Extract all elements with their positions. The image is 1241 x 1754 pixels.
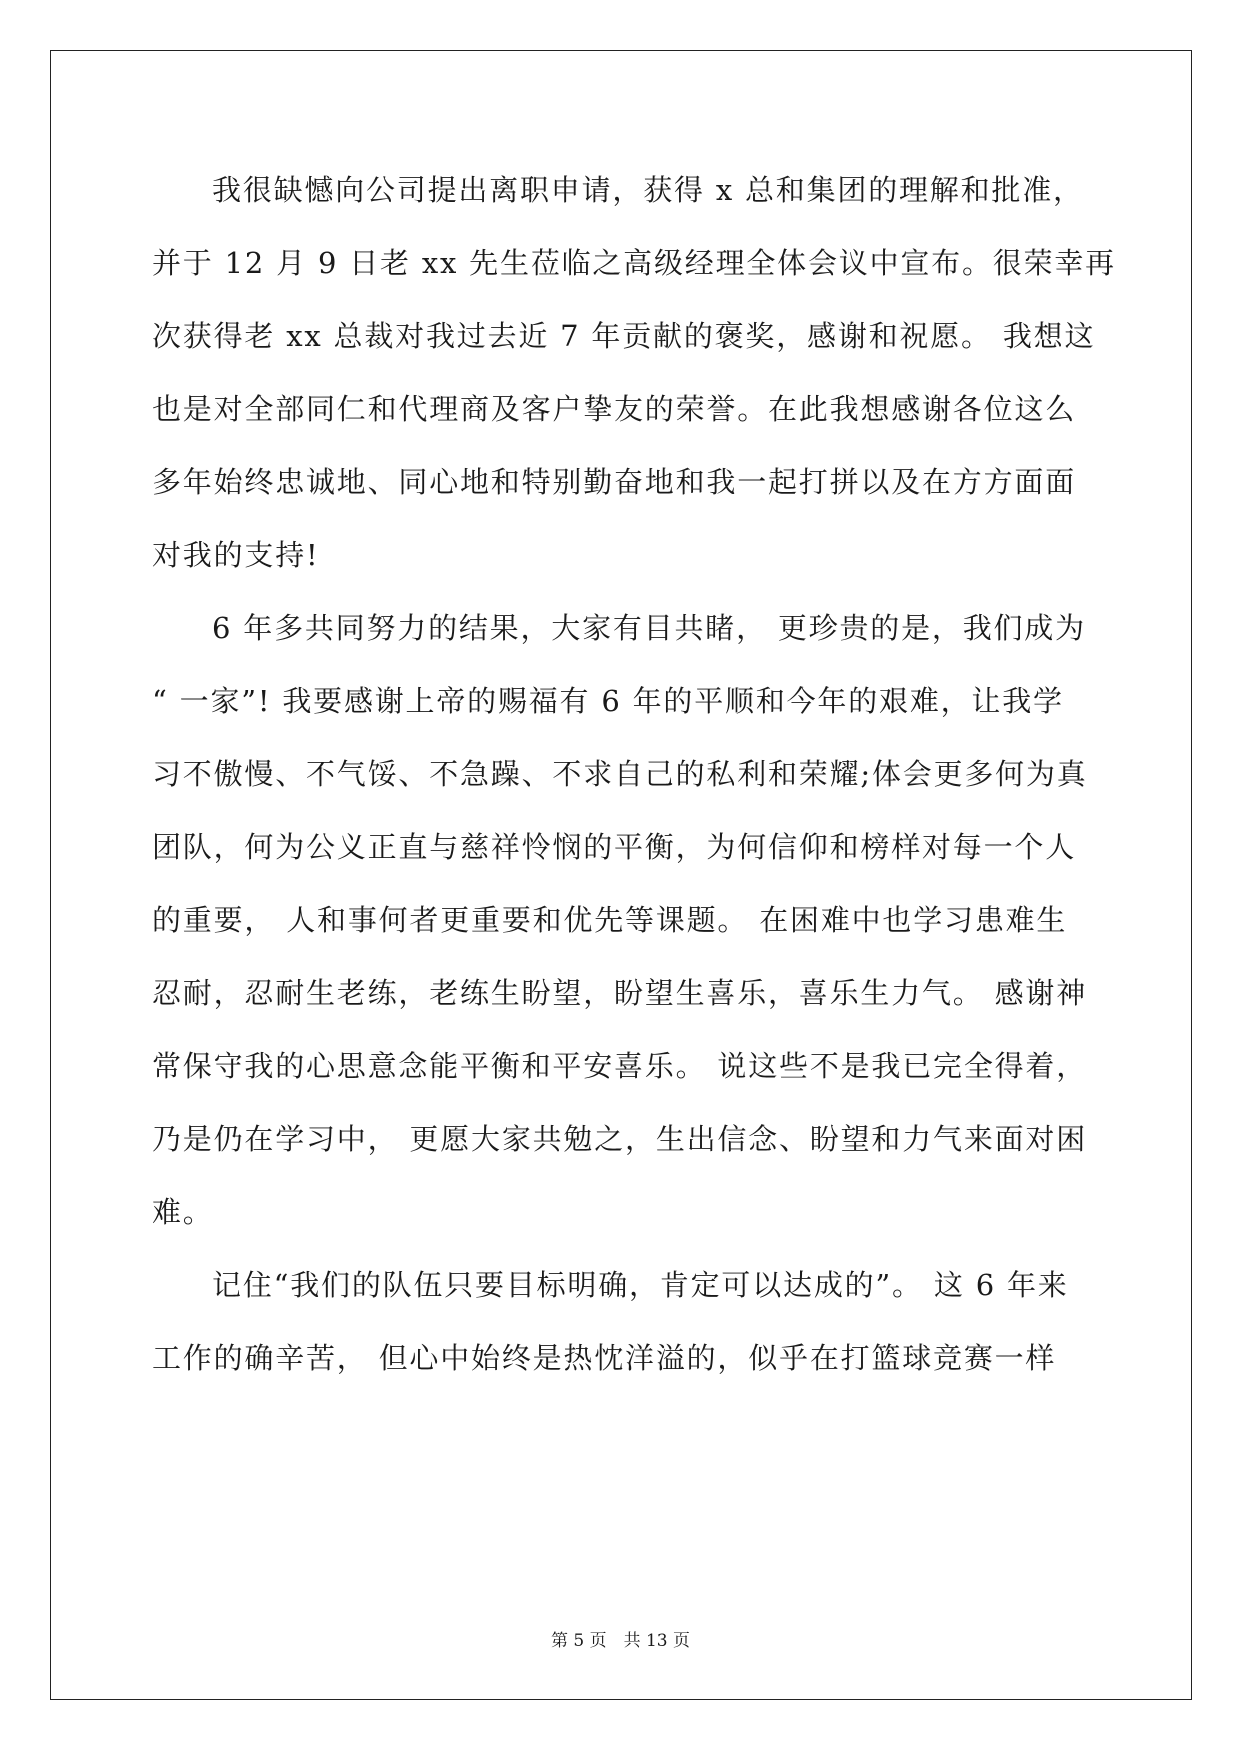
paragraph-line: 工作的确辛苦， 但心中始终是热忱洋溢的，似乎在打篮球竞赛一样 bbox=[152, 1341, 1057, 1375]
paragraph-line: 习不傲慢、不气馁、不急躁、不求自己的私利和荣耀;体会更多何为真 bbox=[152, 757, 1088, 791]
paragraph-line: 我很缺憾向公司提出离职申请，获得 x 总和集团的理解和批准， bbox=[212, 173, 1084, 207]
paragraph-line: 也是对全部同仁和代理商及客户挚友的荣誉。在此我想感谢各位这么 bbox=[152, 392, 1077, 426]
paragraph-line: 记住“我们的队伍只要目标明确，肯定可以达成的”。 这 6 年来 bbox=[212, 1268, 1069, 1302]
page-border bbox=[50, 50, 1192, 1700]
paragraph-line: 难。 bbox=[152, 1195, 214, 1229]
page-number: 第 5 页 共 13 页 bbox=[550, 1631, 691, 1651]
paragraph-line: 忍耐，忍耐生老练，老练生盼望，盼望生喜乐，喜乐生力气。 感谢神 bbox=[152, 976, 1088, 1010]
paragraph-line: 乃是仍在学习中， 更愿大家共勉之，生出信念、盼望和力气来面对困 bbox=[152, 1122, 1088, 1156]
paragraph-line: 常保守我的心思意念能平衡和平安喜乐。 说这些不是我已完全得着， bbox=[152, 1049, 1088, 1083]
paragraph-line: 的重要， 人和事何者更重要和优先等课题。 在困难中也学习患难生 bbox=[152, 903, 1068, 937]
paragraph-line: 团队，何为公义正直与慈祥怜悯的平衡，为何信仰和榜样对每一个人 bbox=[152, 830, 1077, 864]
paragraph-line: 多年始终忠诚地、同心地和特别勤奋地和我一起打拼以及在方方面面 bbox=[152, 465, 1077, 499]
paragraph-line: 并于 12 月 9 日老 xx 先生莅临之高级经理全体会议中宣布。很荣幸再 bbox=[152, 246, 1116, 280]
paragraph-line: 6 年多共同努力的结果，大家有目共睹， 更珍贵的是，我们成为 bbox=[212, 611, 1086, 645]
paragraph-line: 次获得老 xx 总裁对我过去近 7 年贡献的褒奖，感谢和祝愿。 我想这 bbox=[152, 319, 1096, 353]
paragraph-line: 对我的支持! bbox=[152, 538, 320, 572]
paragraph-line: “ 一家”! 我要感谢上帝的赐福有 6 年的平顺和今年的艰难，让我学 bbox=[152, 684, 1064, 718]
